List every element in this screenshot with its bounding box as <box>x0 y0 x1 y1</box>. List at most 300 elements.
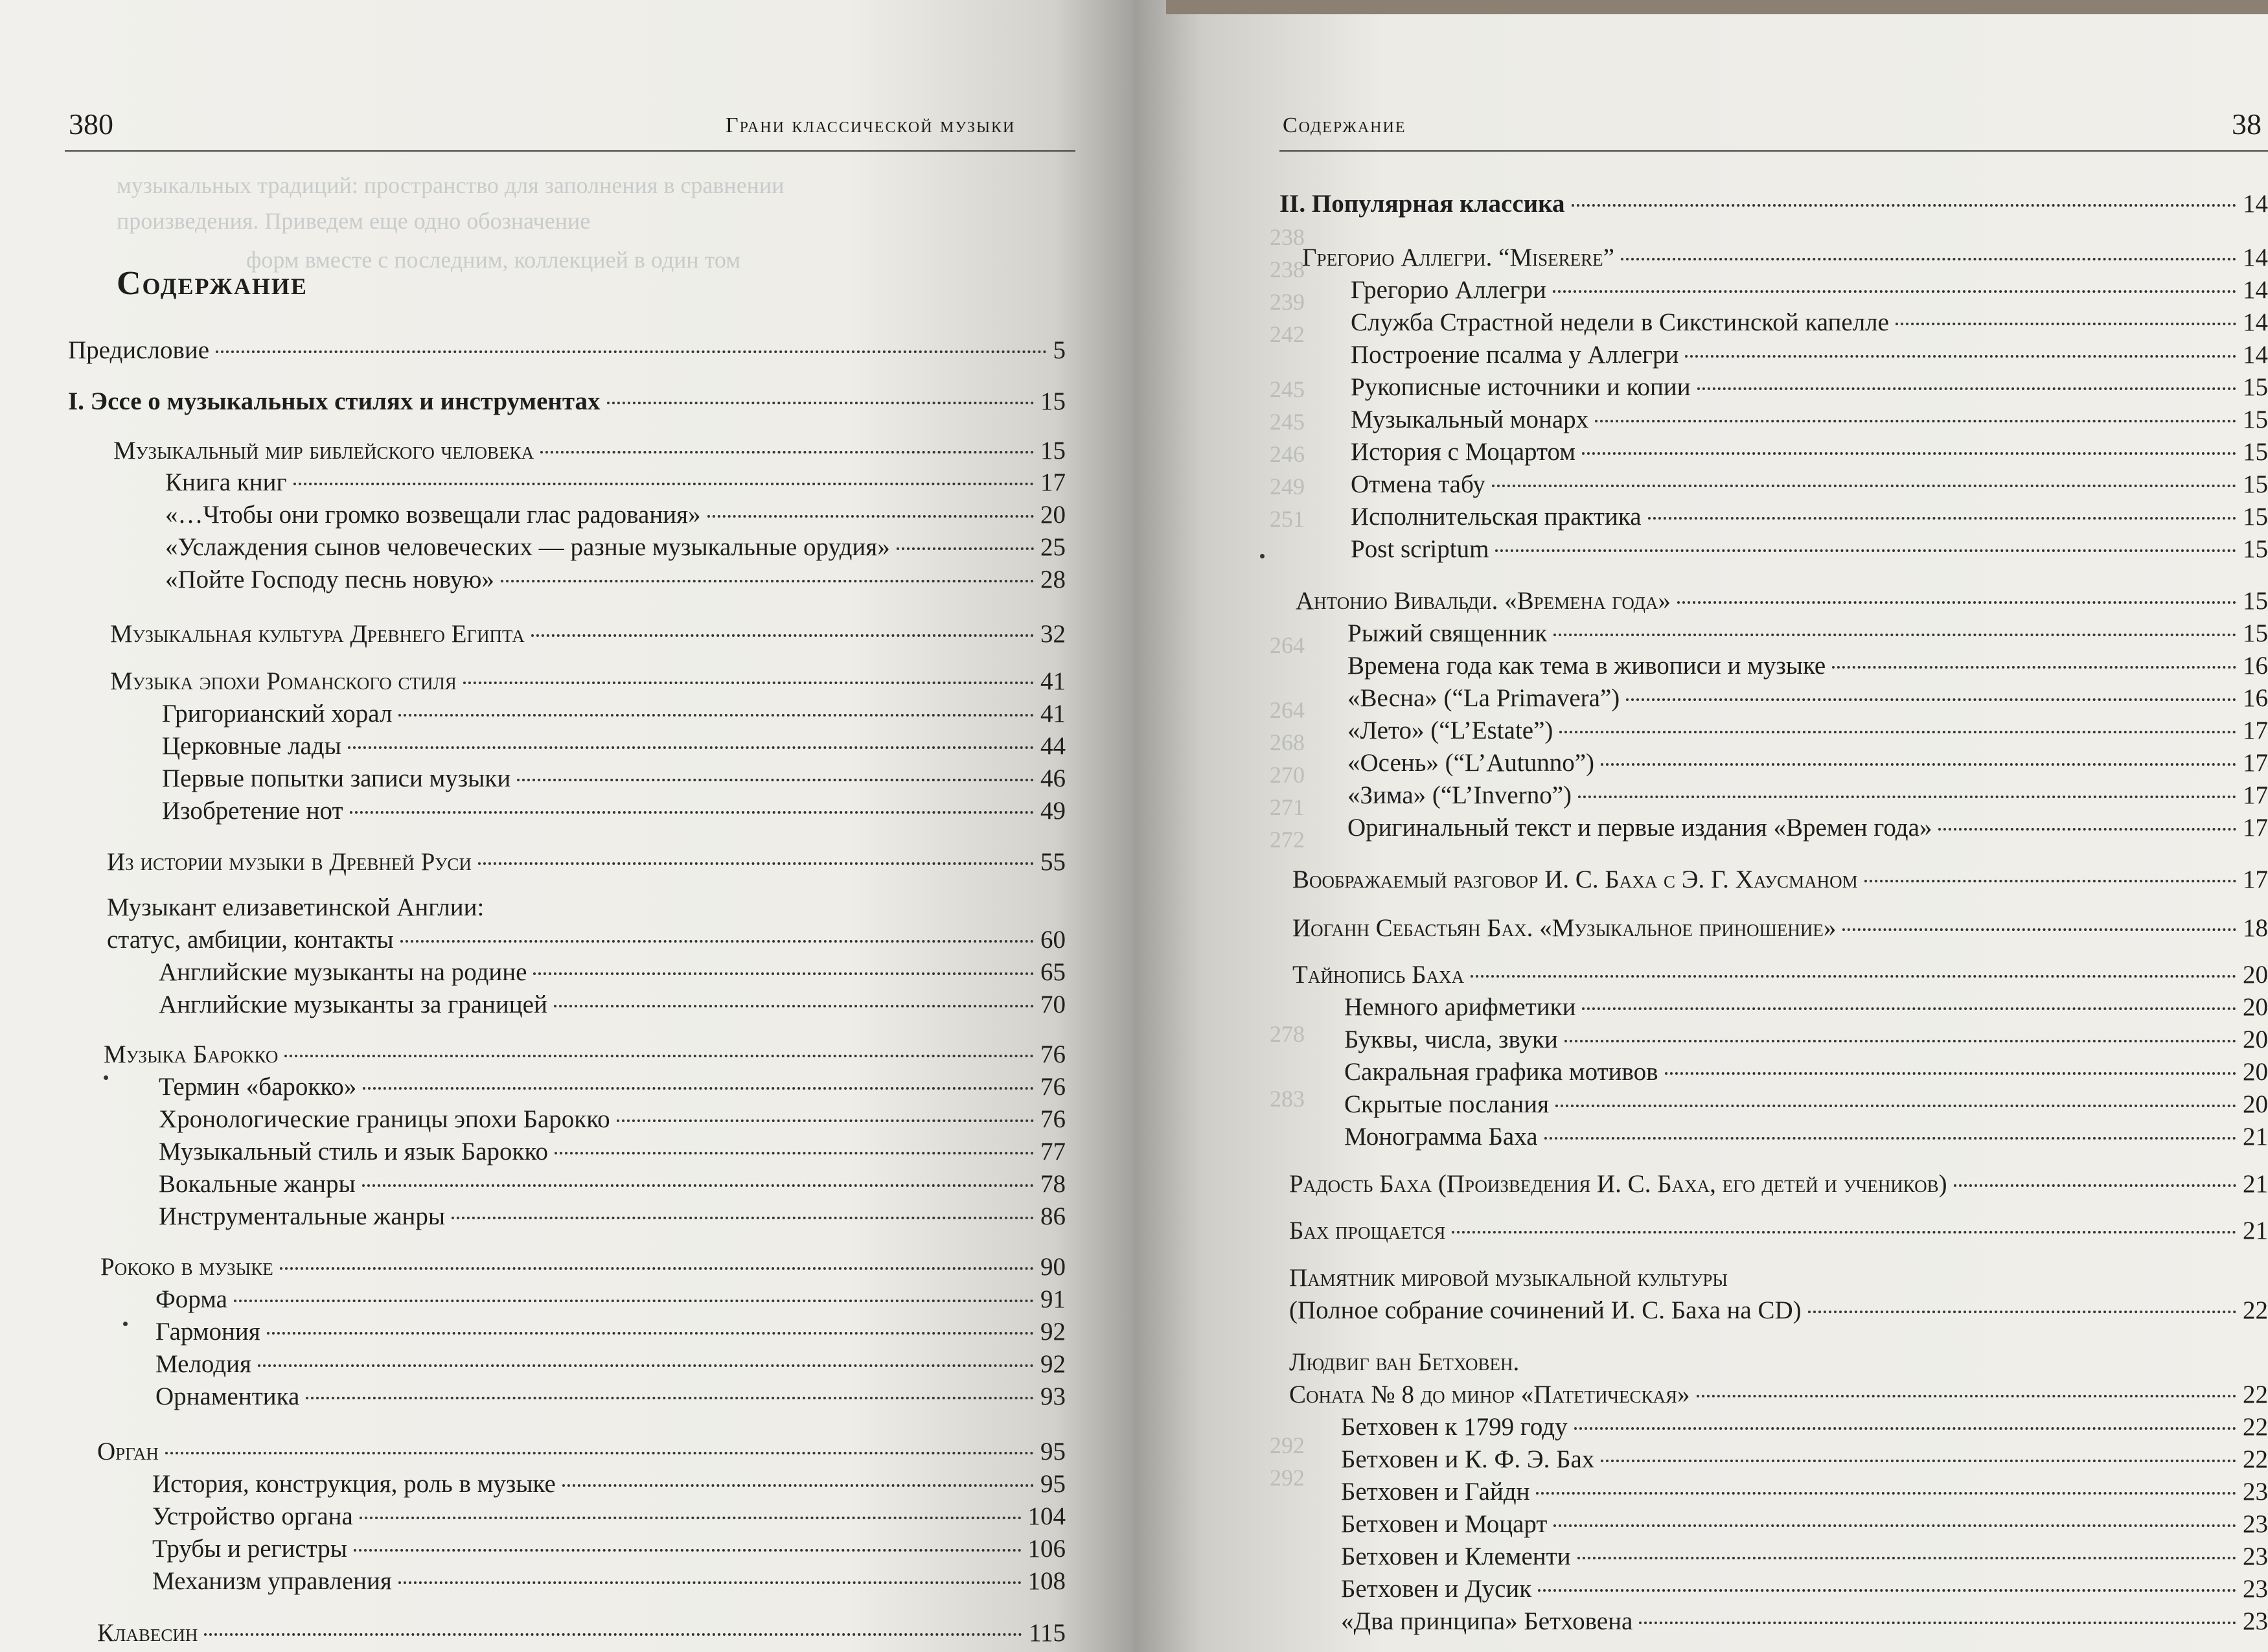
toc-entry[interactable] <box>152 1502 1066 1532</box>
toc-entry-title: «Услаждения сынов человеческих — разные музыкальные орудия» <box>165 533 890 561</box>
toc-entry-title: Немного арифметики <box>1344 993 1576 1021</box>
toc-entry-title: Трубы и регистры <box>152 1535 347 1563</box>
toc-entry[interactable] <box>155 1317 1066 1347</box>
toc-entry[interactable] <box>159 1169 1066 1199</box>
toc-entry[interactable] <box>1347 781 2268 810</box>
toc-entry[interactable] <box>100 1252 1066 1282</box>
bleed-through-number: 249 <box>1270 474 1305 499</box>
toc-entry-title: Рококо в музыке <box>100 1253 273 1281</box>
toc-entry[interactable] <box>159 958 1066 987</box>
toc-entry-title: Орнаментика <box>155 1382 300 1410</box>
toc-entry-page: 15 <box>2243 438 2268 466</box>
dot-leader <box>533 972 1034 975</box>
toc-entry[interactable] <box>159 1105 1066 1134</box>
toc-entry[interactable] <box>1351 308 2268 338</box>
dot-leader <box>1697 387 2236 390</box>
toc-entry[interactable] <box>159 1137 1066 1167</box>
toc-entry-title-line: Людвиг ван Бетховен. <box>1289 1348 1520 1376</box>
toc-entry-title: Времена года как тема в живописи и музыке <box>1347 652 1826 680</box>
dot-leader <box>284 1055 1034 1057</box>
dot-leader <box>1553 1524 2236 1527</box>
toc-entry-title: Музыкальный монарх <box>1351 406 1589 433</box>
toc-entry-title: Музыка Барокко <box>104 1040 279 1068</box>
dot-leader <box>501 580 1034 582</box>
bleed-through-number: 270 <box>1270 762 1305 788</box>
toc-entry[interactable] <box>1351 534 2268 564</box>
toc-entry-page: 22 <box>2243 1413 2268 1441</box>
toc-entry-title: Изобретение нот <box>162 797 343 825</box>
toc-entry-title: Скрытые послания <box>1344 1090 1550 1118</box>
toc-entry[interactable] <box>1296 586 2268 616</box>
dot-leader <box>1938 828 2236 831</box>
dot-leader <box>280 1267 1034 1270</box>
toc-entry[interactable] <box>1292 960 2268 990</box>
toc-entry[interactable] <box>1347 651 2268 681</box>
dot-leader <box>1538 1589 2236 1592</box>
toc-entry[interactable] <box>1344 1057 2268 1087</box>
page-number: 38 <box>2232 108 2262 141</box>
toc-entry-page: 23 <box>2243 1478 2268 1506</box>
toc-entry[interactable] <box>113 436 1066 466</box>
toc-entry-title: Сакральная графика мотивов <box>1344 1058 1658 1086</box>
toc-entry[interactable] <box>1351 373 2268 402</box>
toc-entry-title: Форма <box>155 1285 227 1313</box>
dot-leader <box>1601 1460 2236 1462</box>
bleed-through-number: 264 <box>1270 632 1305 658</box>
toc-entry-page: 20 <box>2243 993 2268 1021</box>
toc-title: Содержание <box>117 265 308 302</box>
toc-entry[interactable] <box>1289 1296 2268 1325</box>
toc-entry-page: 15 <box>2243 503 2268 531</box>
toc-entry[interactable] <box>1289 1216 2268 1246</box>
toc-entry[interactable] <box>159 1072 1066 1102</box>
toc-entry-page: 20 <box>2243 961 2268 989</box>
dot-leader <box>452 1217 1034 1219</box>
dot-leader <box>362 1184 1034 1187</box>
toc-entry-title: Книга книг <box>165 468 287 496</box>
toc-entry[interactable] <box>165 500 1066 530</box>
dot-leader <box>1553 634 2236 636</box>
toc-entry-title: Механизм управления <box>152 1567 392 1595</box>
dot-leader <box>1626 698 2236 701</box>
toc-entry[interactable] <box>1351 340 2268 370</box>
dot-leader <box>1536 1492 2236 1495</box>
print-speck <box>104 1075 108 1080</box>
toc-entry-title: Грегорио Аллегри <box>1351 276 1546 304</box>
toc-entry-page: 41 <box>1040 700 1066 728</box>
dot-leader <box>1544 1137 2236 1140</box>
bleed-through-number: 283 <box>1270 1086 1305 1112</box>
toc-entry[interactable] <box>1341 1509 2268 1539</box>
toc-entry-page: 17 <box>2243 749 2268 777</box>
toc-entry[interactable] <box>159 990 1066 1020</box>
dot-leader <box>554 1005 1034 1007</box>
dot-leader <box>1896 323 2236 325</box>
toc-entry-title: Бетховен и К. Ф. Э. Бах <box>1341 1445 1595 1473</box>
toc-entry[interactable] <box>107 925 1066 955</box>
toc-entry-title: «Лето» (“L’Estate”) <box>1347 717 1553 744</box>
bleed-through-number: 238 <box>1270 224 1305 250</box>
toc-entry[interactable] <box>1347 619 2268 648</box>
toc-entry-page: 76 <box>1040 1105 1066 1133</box>
toc-entry-title: Хронологические границы эпохи Барокко <box>159 1105 610 1133</box>
toc-entry-section[interactable] <box>1279 189 2268 219</box>
toc-entry-page: 20 <box>1040 501 1066 529</box>
toc-entry-page: 20 <box>2243 1058 2268 1086</box>
dot-leader <box>707 515 1034 518</box>
print-speck <box>1260 554 1265 558</box>
toc-entry[interactable] <box>1347 813 2268 843</box>
dot-leader <box>398 714 1034 717</box>
toc-entry[interactable] <box>1347 716 2268 746</box>
toc-entry-page: 23 <box>2243 1607 2268 1635</box>
toc-entry[interactable] <box>110 667 1066 696</box>
toc-entry-page: 23 <box>2243 1543 2268 1570</box>
toc-entry[interactable] <box>152 1566 1066 1596</box>
toc-entry-title: История, конструкция, роль в музыке <box>152 1470 556 1498</box>
toc-entry[interactable] <box>152 1469 1066 1499</box>
toc-entry[interactable] <box>1351 405 2268 435</box>
toc-entry-page: 21 <box>2243 1170 2268 1198</box>
dot-leader <box>517 779 1034 781</box>
toc-entry-page: 14 <box>2243 276 2268 304</box>
dot-leader <box>897 547 1034 550</box>
toc-entry-title: I. Эссе о музыкальных стилях и инструментах <box>68 387 601 415</box>
toc-entry-page: 86 <box>1040 1202 1066 1230</box>
bleed-through-number: 271 <box>1270 794 1305 820</box>
toc-entry[interactable] <box>1292 913 2268 943</box>
dot-leader <box>1595 420 2236 422</box>
toc-entry-page: 17 <box>2243 781 2268 809</box>
toc-entry-title: Бетховен и Клементи <box>1341 1543 1571 1570</box>
toc-entry-title: Отмена табу <box>1351 470 1485 498</box>
dot-leader <box>350 811 1034 814</box>
dot-leader <box>1864 880 2236 882</box>
toc-entry-page: 25 <box>1040 533 1066 561</box>
toc-entry[interactable] <box>162 764 1066 794</box>
dot-leader <box>1555 1105 2236 1107</box>
header-rule <box>1279 150 2268 152</box>
dot-leader <box>540 451 1034 453</box>
toc-entry[interactable] <box>107 847 1066 877</box>
running-head: Грани классической музыки <box>726 113 1016 137</box>
toc-entry[interactable] <box>1341 1542 2268 1572</box>
dot-leader <box>607 402 1034 404</box>
dot-leader <box>1832 666 2236 669</box>
dot-leader <box>360 1517 1022 1519</box>
dot-leader <box>1808 1311 2236 1313</box>
toc-entry-title: Вокальные жанры <box>159 1170 356 1198</box>
toc-entry-page: 14 <box>2243 308 2268 336</box>
toc-entry-title: Церковные лады <box>162 732 341 760</box>
toc-entry[interactable] <box>97 1437 1066 1467</box>
dot-leader <box>1842 928 2236 931</box>
toc-entry-page: 21 <box>2243 1123 2268 1151</box>
toc-entry-page: 55 <box>1040 848 1066 876</box>
bleed-through-number: 239 <box>1270 289 1305 315</box>
toc-entry[interactable] <box>1302 243 2268 273</box>
toc-entry[interactable] <box>155 1349 1066 1379</box>
toc-entry-page: 49 <box>1040 797 1066 825</box>
toc-entry-page: 20 <box>2243 1090 2268 1118</box>
toc-entry-page: 92 <box>1040 1350 1066 1378</box>
dot-leader <box>165 1452 1034 1454</box>
toc-entry-page: 15 <box>1040 387 1066 415</box>
toc-entry-page: 91 <box>1040 1285 1066 1313</box>
toc-entry-page: 17 <box>2243 717 2268 744</box>
right-page <box>1134 0 2268 1652</box>
toc-entry-title: «Осень» (“L’Autunno”) <box>1347 749 1594 777</box>
toc-entry-page: 22 <box>2243 1381 2268 1408</box>
toc-entry-page: 15 <box>2243 535 2268 563</box>
toc-entry-title: «Два принципа» Бетховена <box>1341 1607 1633 1635</box>
toc-entry-title: Бетховен и Гайдн <box>1341 1478 1530 1506</box>
page-number: 380 <box>69 108 113 141</box>
toc-entry-page: 21 <box>2243 1217 2268 1245</box>
toc-entry-page: 14 <box>2243 244 2268 271</box>
dot-leader <box>478 862 1034 865</box>
dot-leader <box>1471 975 2236 978</box>
dot-leader <box>1954 1184 2236 1187</box>
toc-entry[interactable] <box>1351 437 2268 467</box>
dot-leader <box>1685 355 2236 358</box>
toc-entry[interactable] <box>1351 502 2268 532</box>
dot-leader <box>1564 1040 2236 1042</box>
dot-leader <box>1572 204 2236 207</box>
dot-leader <box>1492 485 2236 487</box>
toc-entry-title-line: Памятник мировой музыкальной культуры <box>1289 1264 1728 1292</box>
toc-entry-title: Рыжий священник <box>1347 619 1548 647</box>
toc-entry[interactable] <box>104 1040 1066 1070</box>
toc-entry-page: 5 <box>1053 336 1066 364</box>
toc-entry[interactable] <box>165 533 1066 562</box>
toc-entry-page: 95 <box>1040 1470 1066 1498</box>
toc-entry-title: Соната № 8 до минор «Патетическая» <box>1289 1381 1690 1408</box>
toc-entry[interactable] <box>1341 1574 2268 1604</box>
dot-leader <box>204 1633 1022 1636</box>
dot-leader <box>354 1549 1022 1552</box>
toc-entry-title: статус, амбиции, контакты <box>107 926 394 954</box>
toc-entry-page: 17 <box>2243 866 2268 893</box>
toc-entry-page: 92 <box>1040 1318 1066 1346</box>
dot-leader <box>1577 1557 2236 1559</box>
toc-entry-title: Бетховен к 1799 году <box>1341 1413 1568 1441</box>
toc-entry-page: 18 <box>2243 914 2268 942</box>
toc-entry-title: Бетховен и Моцарт <box>1341 1510 1548 1538</box>
toc-entry-title: Радость Баха (Произведения И. С. Баха, его детей и учеников) <box>1289 1170 1947 1198</box>
toc-entry-page: 44 <box>1040 732 1066 760</box>
toc-entry-title: Устройство органа <box>152 1502 353 1530</box>
toc-entry-page: 41 <box>1040 667 1066 695</box>
toc-entry[interactable] <box>1347 683 2268 713</box>
dot-leader <box>1582 452 2236 455</box>
toc-entry[interactable] <box>1351 470 2268 499</box>
dot-leader <box>348 746 1034 749</box>
toc-entry[interactable] <box>1341 1477 2268 1507</box>
toc-entry-page: 28 <box>1040 566 1066 593</box>
toc-entry[interactable] <box>1292 865 2268 895</box>
toc-entry[interactable] <box>162 699 1066 729</box>
toc-entry-page: 115 <box>1028 1619 1066 1647</box>
dot-leader <box>531 634 1034 637</box>
toc-entry[interactable] <box>1289 1380 2268 1410</box>
toc-entry-title: «…Чтобы они громко возвещали глас радования» <box>165 501 701 529</box>
bleed-through-number: 242 <box>1270 321 1305 347</box>
toc-entry[interactable] <box>165 565 1066 595</box>
toc-entry[interactable] <box>1344 1122 2268 1152</box>
toc-entry-page: 106 <box>1027 1535 1066 1563</box>
toc-entry[interactable] <box>159 1202 1066 1232</box>
toc-entry[interactable] <box>162 731 1066 761</box>
toc-entry-title: II. Популярная классика <box>1279 190 1565 218</box>
toc-entry-page: 108 <box>1027 1567 1066 1595</box>
dot-leader <box>1452 1231 2236 1233</box>
bleed-through-number: 251 <box>1270 506 1305 532</box>
bleed-through-number: 245 <box>1270 409 1305 435</box>
dot-leader <box>1578 796 2236 798</box>
toc-entry-title: «Весна» (“La Primavera”) <box>1347 684 1620 712</box>
toc-entry-title: Мелодия <box>155 1350 251 1378</box>
toc-entry-title: Музыкальный стиль и язык Барокко <box>159 1138 548 1165</box>
dot-leader <box>1621 258 2236 260</box>
toc-entry-title: Построение псалма у Аллегри <box>1351 341 1679 369</box>
dot-leader <box>216 350 1046 353</box>
toc-entry[interactable] <box>1341 1412 2268 1442</box>
toc-entry-title: Post scriptum <box>1351 535 1489 563</box>
toc-entry-page: 95 <box>1040 1438 1066 1465</box>
dot-leader <box>398 1581 1022 1584</box>
toc-entry-title: Буквы, числа, звуки <box>1344 1026 1558 1053</box>
bleed-through-number: 268 <box>1270 729 1305 755</box>
toc-entry-page: 14 <box>2243 190 2268 218</box>
toc-entry-title: Английские музыканты за границей <box>159 991 547 1018</box>
toc-entry-section[interactable] <box>68 387 1066 417</box>
toc-entry-page: 15 <box>2243 406 2268 433</box>
toc-entry-page: 17 <box>1040 468 1066 496</box>
toc-entry-page: 60 <box>1040 926 1066 954</box>
toc-entry-title: Грегорио Аллегри. “Miserere” <box>1302 244 1614 271</box>
toc-entry-page: 76 <box>1040 1040 1066 1068</box>
toc-entry-title: Бах прощается <box>1289 1217 1446 1245</box>
toc-entry-page: 22 <box>2243 1296 2268 1324</box>
toc-entry-page: 15 <box>2243 470 2268 498</box>
dot-leader <box>1574 1427 2236 1430</box>
dot-leader <box>267 1332 1034 1335</box>
toc-entry-title: Английские музыканты на родине <box>159 958 527 986</box>
dot-leader <box>1495 549 2236 552</box>
dot-leader <box>1648 517 2237 520</box>
dot-leader <box>1601 763 2236 766</box>
toc-entry-page: 78 <box>1040 1170 1066 1198</box>
toc-entry-title: «Зима» (“L’Inverno”) <box>1347 781 1572 809</box>
toc-entry[interactable] <box>1347 748 2268 778</box>
dot-leader <box>293 483 1035 485</box>
toc-entry[interactable] <box>155 1285 1066 1314</box>
toc-entry[interactable] <box>110 619 1066 649</box>
running-head: Содержание <box>1283 113 1406 137</box>
toc-entry[interactable] <box>165 468 1066 498</box>
toc-entry-title: Григорианский хорал <box>162 700 393 728</box>
toc-entry-title: Исполнительская практика <box>1351 503 1642 531</box>
toc-entry-page: 15 <box>1040 437 1066 465</box>
toc-entry-page: 70 <box>1040 991 1066 1018</box>
toc-entry-page: 17 <box>2243 814 2268 842</box>
toc-entry-page: 32 <box>1040 620 1066 648</box>
toc-entry-title: Иоганн Себастьян Бах. «Музыкальное приношение» <box>1292 914 1837 942</box>
toc-entry-title: Оригинальный текст и первые издания «Времен года» <box>1347 814 1932 842</box>
toc-entry-page: 16 <box>2243 652 2268 680</box>
dot-leader <box>363 1087 1034 1090</box>
toc-entry-title: Музыкальный мир библейского человека <box>113 437 534 465</box>
toc-entry-title: Гармония <box>155 1318 260 1346</box>
toc-entry-title: Из истории музыки в Древней Руси <box>107 848 472 876</box>
dot-leader <box>400 940 1034 943</box>
bleed-through-number: 278 <box>1270 1021 1305 1047</box>
dot-leader <box>258 1364 1034 1367</box>
toc-entry[interactable] <box>155 1382 1066 1412</box>
bleed-through-number: 292 <box>1270 1465 1305 1491</box>
toc-entry-page: 23 <box>2243 1575 2268 1603</box>
bleed-through-text: форм вместе с последним, коллекцией в один том <box>246 247 741 273</box>
toc-entry[interactable] <box>68 336 1066 365</box>
toc-entry-title: Термин «барокко» <box>159 1073 357 1101</box>
dot-leader <box>1559 731 2236 733</box>
bleed-through-text: произведения. Приведем еще одно обозначение <box>117 208 591 234</box>
dot-leader <box>1639 1622 2236 1624</box>
toc-entry-page: 15 <box>2243 619 2268 647</box>
print-speck <box>123 1322 128 1326</box>
toc-entry[interactable] <box>1351 275 2268 305</box>
toc-entry-page: 46 <box>1040 764 1066 792</box>
bleed-through-number: 264 <box>1270 697 1305 723</box>
toc-entry-title: (Полное собрание сочинений И. С. Баха на CD) <box>1289 1296 1802 1324</box>
toc-entry[interactable] <box>1289 1169 2268 1199</box>
toc-entry[interactable] <box>1341 1445 2268 1474</box>
dot-leader <box>1697 1395 2236 1397</box>
toc-entry-page: 77 <box>1040 1138 1066 1165</box>
header-rule <box>65 150 1075 152</box>
toc-entry-title: Воображаемый разговор И. С. Баха с Э. Г. Хаусманом <box>1292 866 1858 893</box>
toc-entry[interactable] <box>162 796 1066 826</box>
dot-leader <box>306 1397 1034 1399</box>
bleed-through-number: 272 <box>1270 827 1305 853</box>
toc-entry-page: 90 <box>1040 1253 1066 1281</box>
dot-leader <box>617 1119 1034 1122</box>
toc-entry-page: 14 <box>2243 341 2268 369</box>
toc-entry-page: 20 <box>2243 1026 2268 1053</box>
dot-leader <box>1582 1007 2236 1010</box>
toc-entry-title: Антонио Вивальди. «Времена года» <box>1296 587 1671 615</box>
toc-entry-title: Служба Страстной недели в Сикстинской капелле <box>1351 308 1889 336</box>
toc-entry[interactable] <box>1344 1025 2268 1055</box>
toc-entry-page: 65 <box>1040 958 1066 986</box>
dot-leader <box>1665 1072 2236 1075</box>
toc-entry-title: Орган <box>97 1438 159 1465</box>
toc-entry-title: Бетховен и Дусик <box>1341 1575 1532 1603</box>
toc-entry-title: История с Моцартом <box>1351 438 1575 466</box>
scan-edge-strip <box>1166 0 2268 14</box>
bleed-through-number: 246 <box>1270 441 1305 467</box>
toc-entry-page: 76 <box>1040 1073 1066 1101</box>
toc-entry-title: Тайнопись Баха <box>1292 961 1464 989</box>
dot-leader <box>562 1484 1034 1487</box>
toc-entry-title: Предисловие <box>68 336 210 364</box>
toc-entry[interactable] <box>97 1618 1066 1648</box>
toc-entry[interactable] <box>1344 992 2268 1022</box>
toc-entry[interactable] <box>1341 1607 2268 1636</box>
toc-entry[interactable] <box>152 1534 1066 1564</box>
toc-entry[interactable] <box>1344 1090 2268 1119</box>
